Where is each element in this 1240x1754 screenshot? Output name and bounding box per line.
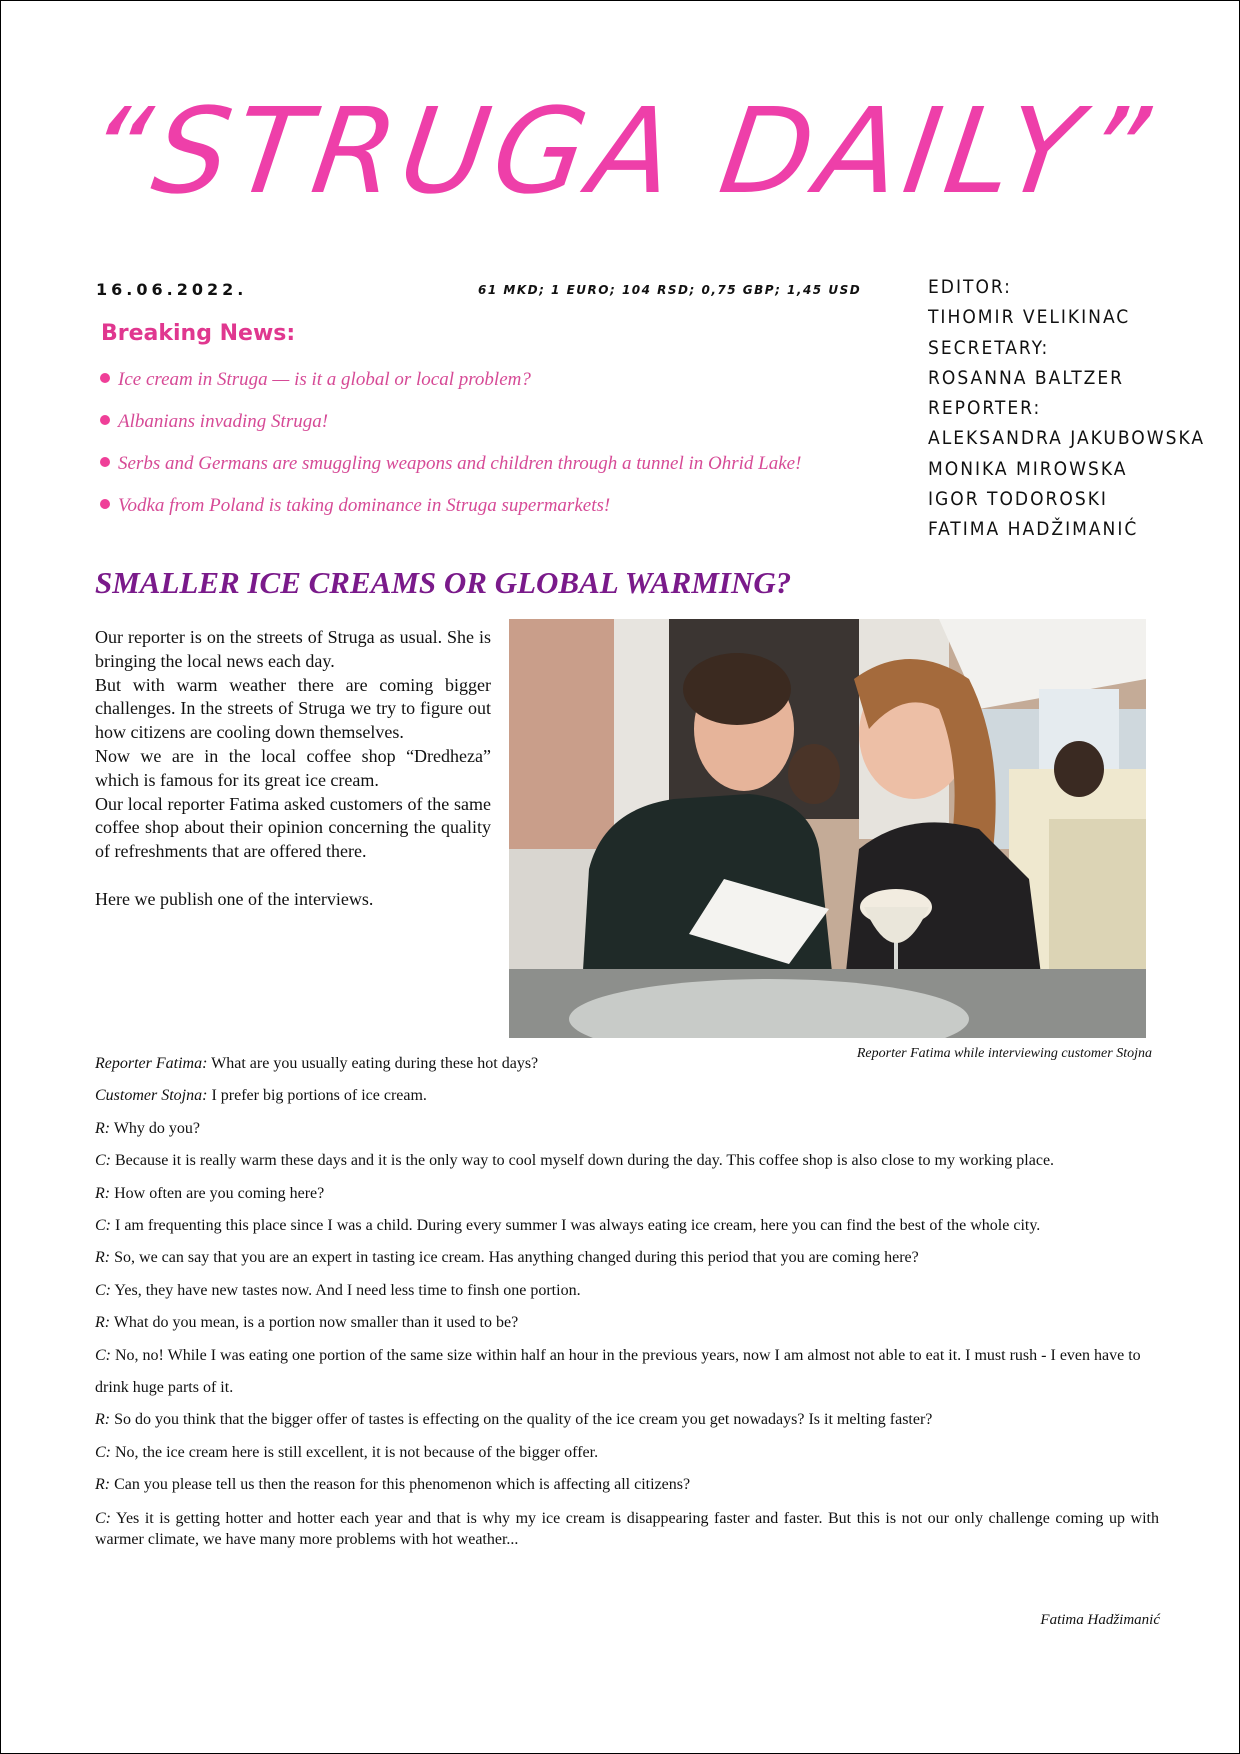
staff-line: ALEKSANDRA JAKUBOWSKA xyxy=(928,427,1206,450)
breaking-news-item: Serbs and Germans are smuggling weapons and children through a tunnel in Ohrid Lake! xyxy=(100,449,801,491)
staff-line: SECRETARY: xyxy=(928,336,1050,359)
interview-text: No, the ice cream here is still excellent, it is not because of the bigger offer. xyxy=(115,1443,599,1461)
speaker-label: C: xyxy=(95,1443,111,1461)
interview-text: So, we can say that you are an expert in tasting ice cream. Has anything changed during this period that you are coming here? xyxy=(114,1249,919,1267)
speaker-label: R: xyxy=(95,1249,111,1267)
cafe-photo-illustration xyxy=(509,619,1146,1038)
exchange-rates: 61 MKD; 1 EURO; 104 RSD; 0,75 GBP; 1,45 USD xyxy=(478,283,862,297)
intro-paragraph: Now we are in the local coffee shop “Dredheza” which is famous for its great ice cream. xyxy=(95,745,491,790)
speaker-label: R: xyxy=(95,1119,111,1137)
interview-text: Can you please tell us then the reason for this phenomenon which is affecting all citizens? xyxy=(114,1476,691,1494)
interview-line xyxy=(95,1340,1159,1405)
photo-caption: Reporter Fatima while interviewing customer Stojna xyxy=(856,1046,1152,1061)
speaker-label: R: xyxy=(95,1411,111,1429)
staff-line: EDITOR: xyxy=(928,276,1012,298)
issue-date: 16.06.2022. xyxy=(96,280,248,299)
staff-line: ROSANNA BALTZER xyxy=(928,366,1125,389)
speaker-label: R: xyxy=(95,1476,111,1494)
interview-line xyxy=(95,1508,1159,1550)
staff-line: REPORTER: xyxy=(928,397,1042,420)
interview-line xyxy=(95,1469,1159,1501)
interview-text: No, no! While I was eating one portion of the same size within half an hour in the previous years, now I am almost not able to eat it. I must rush - I even have to drink huge parts of it. xyxy=(95,1346,1141,1397)
breaking-news-item: Albanians invading Struga! xyxy=(100,407,801,449)
intro-paragraph: Here we publish one of the interviews. xyxy=(95,888,374,909)
interview-line xyxy=(95,1210,1159,1242)
breaking-news-list xyxy=(100,365,801,533)
interview-text: How often are you coming here? xyxy=(114,1184,325,1202)
interview-text: Because it is really warm these days and it is the only way to cool myself down during the day. This coffee shop is also close to my working place. xyxy=(115,1152,1055,1170)
bullet-icon xyxy=(100,415,110,425)
author-signature: Fatima Hadžimanić xyxy=(1040,1612,1160,1628)
breaking-news-title: Breaking News: xyxy=(101,321,296,346)
interview-text: I prefer big portions of ice cream. xyxy=(211,1087,427,1105)
interview-line xyxy=(95,1307,1159,1339)
interview-line xyxy=(95,1113,1159,1145)
staff-line: IGOR TODOROSKI xyxy=(928,488,1108,511)
interview-line xyxy=(95,1404,1159,1436)
intro-paragraph: But with warm weather there are coming bigger challenges. In the streets of Struga we try to figure out how citizens are cooling down themselves. xyxy=(95,674,491,743)
speaker-label: R: xyxy=(95,1184,111,1202)
interview-line xyxy=(95,1275,1159,1307)
newspaper-masthead: “STRUGA DAILY” xyxy=(78,82,1162,220)
interview-text: So do you think that the bigger offer of tastes is effecting on the quality of the ice cream you get nowadays? Is it melting faster? xyxy=(114,1411,933,1429)
staff-line: FATIMA HADŽIMANIĆ xyxy=(928,518,1139,541)
interview-transcript xyxy=(95,1048,1159,1550)
article-headline: SMALLER ICE CREAMS OR GLOBAL WARMING? xyxy=(95,565,792,600)
interview-line xyxy=(95,1080,1159,1112)
interview-line xyxy=(95,1048,1159,1080)
bullet-icon xyxy=(100,373,110,383)
article-photo xyxy=(509,619,1146,1038)
breaking-news-item: Vodka from Poland is taking dominance in Struga supermarkets! xyxy=(100,491,801,533)
speaker-label: R: xyxy=(95,1314,111,1332)
interview-line xyxy=(95,1145,1159,1177)
speaker-label: C: xyxy=(95,1509,111,1527)
speaker-label: C: xyxy=(95,1152,111,1170)
breaking-news-item: Ice cream in Struga — is it a global or local problem? xyxy=(100,365,801,407)
staff-line: MONIKA MIROWSKA xyxy=(928,457,1128,480)
interview-text: Yes it is getting hotter and hotter each year and that is why my ice cream is disappearing faster and faster. But this is not our only challenge coming up with warmer climate, we have many more problems with hot weather... xyxy=(95,1509,1160,1548)
interview-line xyxy=(95,1437,1159,1469)
speaker-label: C: xyxy=(95,1346,111,1364)
staff-line: TIHOMIR VELIKINAC xyxy=(928,306,1131,329)
speaker-label: Reporter Fatima: xyxy=(95,1055,208,1072)
interview-text: Yes, they have new tastes now. And I need less time to finsh one portion. xyxy=(114,1281,581,1299)
interview-text: I am frequenting this place since I was a child. During every summer I was always eating ice cream, here you can find the best of the whole city. xyxy=(115,1217,1041,1235)
interview-line xyxy=(95,1242,1159,1274)
staff-box xyxy=(928,272,1205,545)
interview-text: What are you usually eating during these hot days? xyxy=(211,1055,539,1072)
speaker-label: Customer Stojna: xyxy=(95,1087,208,1105)
bullet-icon xyxy=(100,499,110,509)
interview-line xyxy=(95,1178,1159,1210)
speaker-label: C: xyxy=(95,1281,111,1299)
intro-paragraph: Our local reporter Fatima asked customers of the same coffee shop about their opinion concerning the quality of refreshments that are offered there. xyxy=(95,793,491,862)
intro-paragraph: Our reporter is on the streets of Struga as usual. She is bringing the local news each day. xyxy=(95,627,491,671)
bullet-icon xyxy=(100,457,110,467)
interview-text: Why do you? xyxy=(113,1119,201,1137)
article-intro xyxy=(95,626,491,912)
interview-text: What do you mean, is a portion now smaller than it used to be? xyxy=(113,1314,519,1332)
speaker-label: C: xyxy=(95,1217,111,1235)
